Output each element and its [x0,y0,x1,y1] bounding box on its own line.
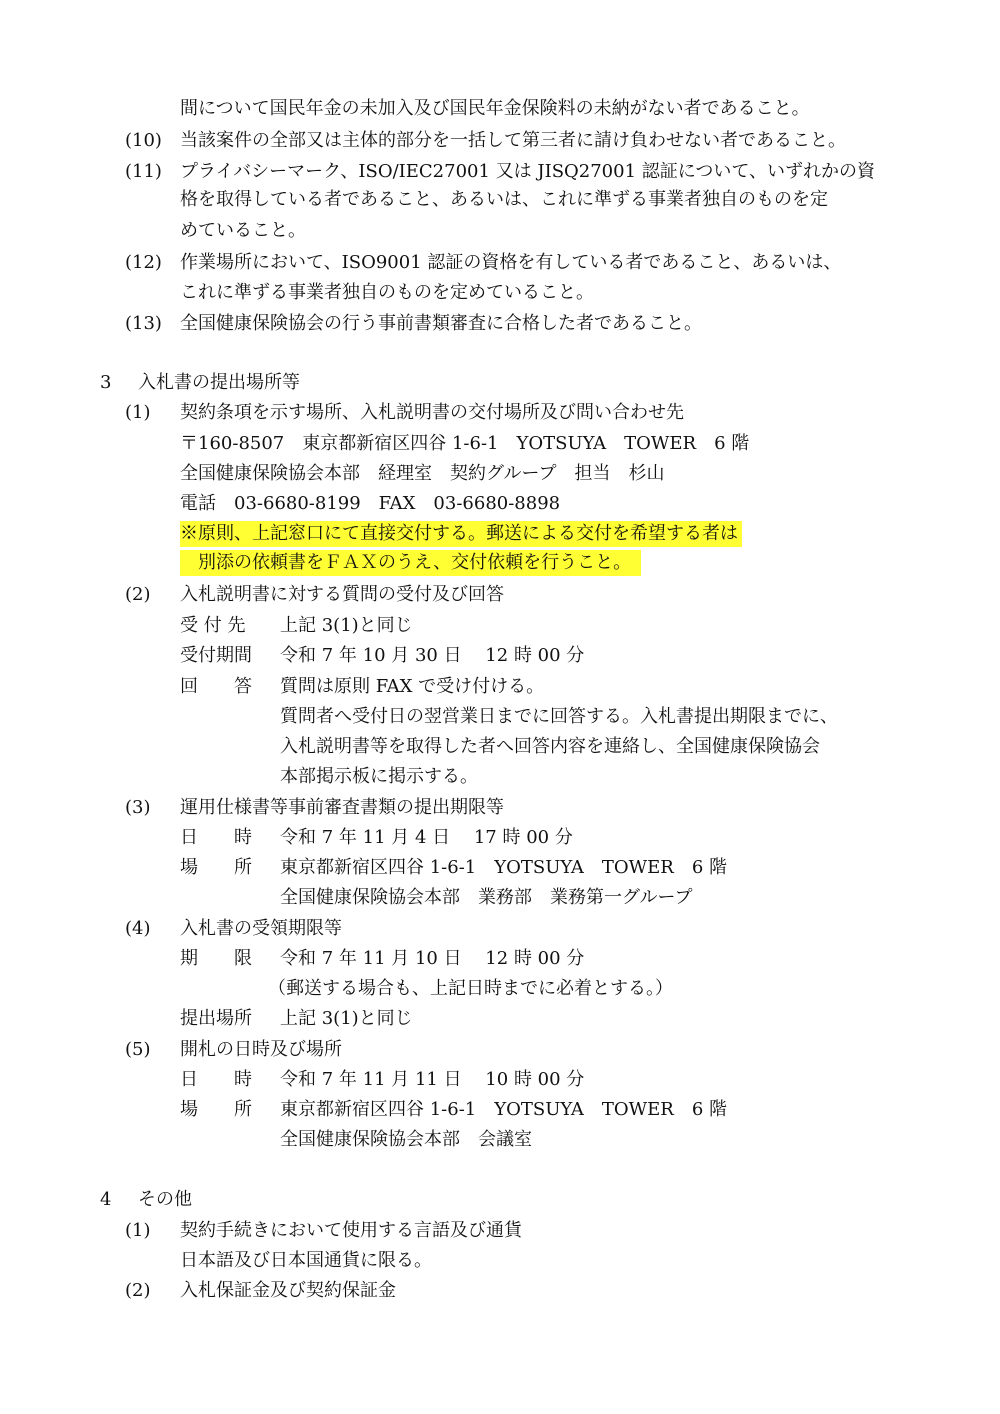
row-label: 回 答 [180,676,252,697]
highlighted-note-line-2: 別添の依頼書をＦＡＸのうえ、交付依頼を行うこと。 [180,550,641,576]
row-value: 令和 7 年 10 月 30 日 12 時 00 分 [280,645,585,666]
row-label: 期 限 [180,948,252,969]
item-11-line-3: めていること。 [180,220,306,241]
section-4-1-number: (1) [125,1220,151,1241]
section-3-5-title: 開札の日時及び場所 [180,1039,342,1060]
answer-continuation-2: 入札説明書等を取得した者へ回答内容を連絡し、全国健康保険協会 [280,736,820,757]
answer-continuation-3: 本部掲示板に掲示する。 [280,766,478,787]
opening-place-continuation: 全国健康保険協会本部 会議室 [280,1129,532,1150]
row-label: 場 所 [180,1099,252,1120]
item-11-line-1: プライバシーマーク、ISO/IEC27001 又は JISQ27001 認証について、いずれかの資 [180,161,876,182]
section-3-heading: 入札書の提出場所等 [138,372,300,393]
contact-office: 全国健康保険協会本部 経理室 契約グループ 担当 杉山 [180,463,665,484]
contact-address: 〒160-8507 東京都新宿区四谷 1-6-1 YOTSUYA TOWER 6 階 [180,433,750,454]
row-value: 東京都新宿区四谷 1-6-1 YOTSUYA TOWER 6 階 [280,857,728,878]
section-4-number: 4 [100,1189,112,1210]
section-3-1-number: (1) [125,402,151,423]
row-label: 受 付 先 [180,615,246,636]
section-3-2-title: 入札説明書に対する質問の受付及び回答 [180,584,504,605]
section-3-4-number: (4) [125,918,151,939]
section-4-2-title: 入札保証金及び契約保証金 [180,1280,396,1301]
item-12-line-1: 作業場所において、ISO9001 認証の資格を有している者であること、あるいは、 [180,252,842,273]
item-12-line-2: これに準ずる事業者独自のものを定めていること。 [180,282,594,303]
section-3-1-title: 契約条項を示す場所、入札説明書の交付場所及び問い合わせ先 [180,402,684,423]
section-3-4-title: 入札書の受領期限等 [180,918,342,939]
row-value: 上記 3(1)と同じ [280,1008,413,1029]
section-4-heading: その他 [138,1189,192,1210]
review-place-continuation: 全国健康保険協会本部 業務部 業務第一グループ [280,887,693,908]
row-value: 上記 3(1)と同じ [280,615,413,636]
row-value: 令和 7 年 11 月 11 日 10 時 00 分 [280,1069,585,1090]
row-label: 日 時 [180,827,252,848]
section-4-1-title: 契約手続きにおいて使用する言語及び通貨 [180,1220,522,1241]
row-value: 令和 7 年 11 月 4 日 17 時 00 分 [280,827,573,848]
item-10-text: 当該案件の全部又は主体的部分を一括して第三者に請け負わせない者であること。 [180,130,846,151]
row-value: 令和 7 年 11 月 10 日 12 時 00 分 [280,948,585,969]
answer-continuation-1: 質問者へ受付日の翌営業日までに回答する。入札書提出期限までに、 [280,706,838,727]
row-label: 受付期間 [180,645,252,666]
highlighted-note-line-1: ※原則、上記窓口にて直接交付する。郵送による交付を希望する者は [180,521,742,547]
item-13-number: (13) [125,313,162,334]
item-10-number: (10) [125,130,162,151]
section-3-2-number: (2) [125,584,151,605]
section-4-2-number: (2) [125,1280,151,1301]
contact-phone: 電話 03-6680-8199 FAX 03-6680-8898 [180,493,561,514]
item-13-text: 全国健康保険協会の行う事前書類審査に合格した者であること。 [180,313,702,334]
section-3-3-number: (3) [125,797,151,818]
item-12-number: (12) [125,252,162,273]
item-11-number: (11) [125,161,162,182]
mail-arrival-note: （郵送する場合も、上記日時までに必着とする。） [268,978,673,999]
continuation-text: 間について国民年金の未加入及び国民年金保険料の未納がない者であること。 [180,98,810,119]
row-label: 日 時 [180,1069,252,1090]
row-value: 質問は原則 FAX で受け付ける。 [280,676,545,697]
section-3-3-title: 運用仕様書等事前審査書類の提出期限等 [180,797,504,818]
row-label: 提出場所 [180,1008,252,1029]
row-value: 東京都新宿区四谷 1-6-1 YOTSUYA TOWER 6 階 [280,1099,728,1120]
section-3-number: 3 [100,372,112,393]
section-3-5-number: (5) [125,1039,151,1060]
item-11-line-2: 格を取得している者であること、あるいは、これに準ずる事業者独自のものを定 [180,189,828,210]
row-label: 場 所 [180,857,252,878]
section-4-1-body: 日本語及び日本国通貨に限る。 [180,1250,432,1271]
